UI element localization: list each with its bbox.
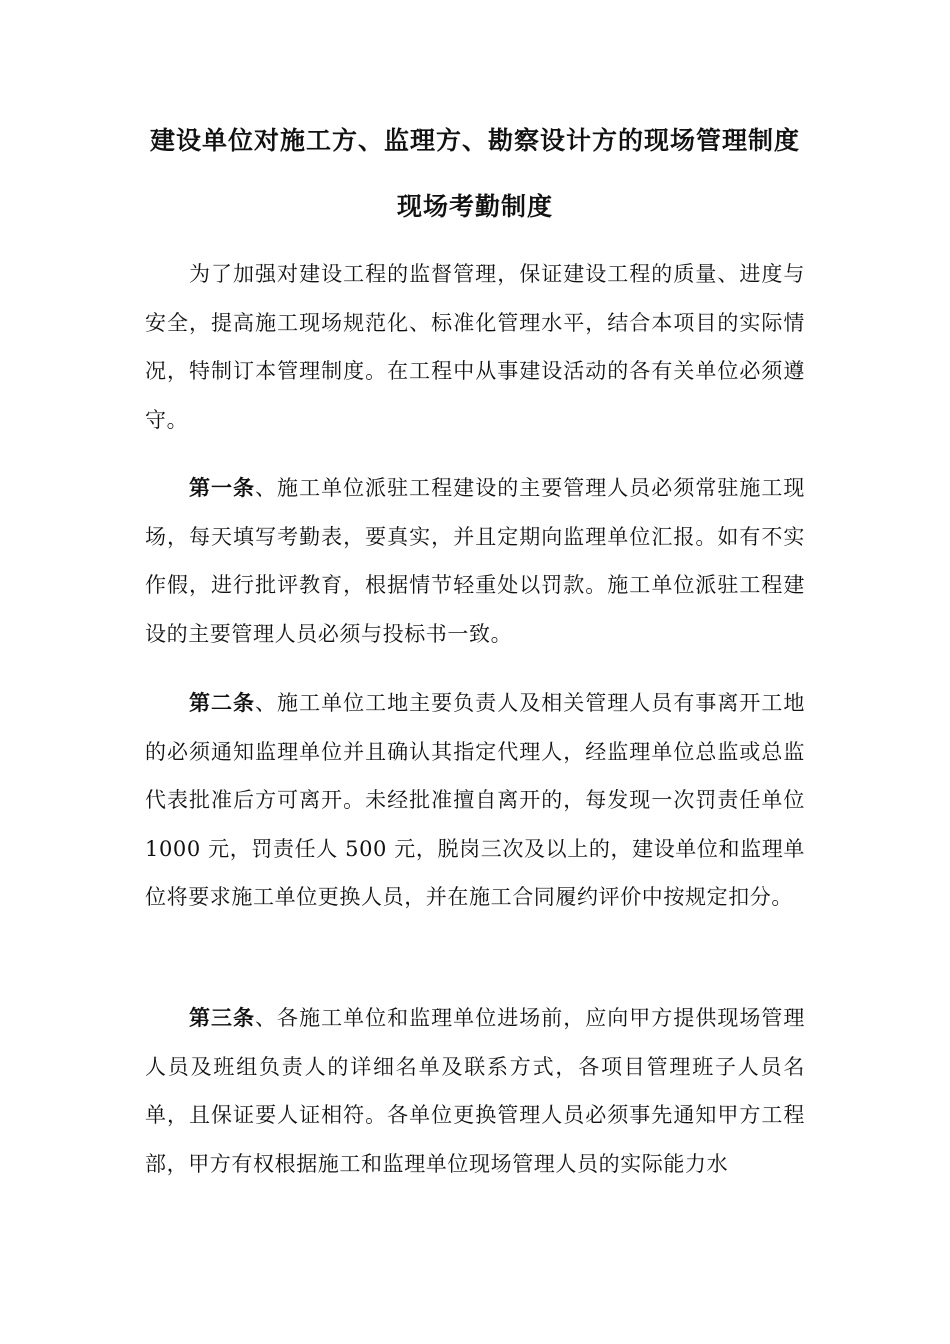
article-2-paragraph [145,679,805,922]
article-3-heading: 第三条 [189,1005,256,1030]
article-3-paragraph [145,994,805,1188]
article-1-heading: 第一条 [189,475,256,500]
document-title: 建设单位对施工方、监理方、勘察设计方的现场管理制度 [149,126,800,155]
article-3-text: 、各施工单位和监理单位进场前，应向甲方提供现场管理人员及班组负责人的详细名单及联系方式，各项目管理班子人员名单，且保证要人证相符。各单位更换管理人员必须事先通知甲方工程部，甲方有权根据施工和监理单位现场管理人员的实际能力水 [145,1006,805,1176]
article-2-heading: 第二条 [189,690,256,715]
article-1-paragraph [145,464,805,658]
intro-paragraph: 为了加强对建设工程的监督管理，保证建设工程的质量、进度与安全，提高施工现场规范化、标准化管理水平，结合本项目的实际情况，特制订本管理制度。在工程中从事建设活动的各有关单位必须遵守。 [145,262,805,432]
article-1-text: 、施工单位派驻工程建设的主要管理人员必须常驻施工现场，每天填写考勤表，要真实，并且定期向监理单位汇报。如有不实作假，进行批评教育，根据情节轻重处以罚款。施工单位派驻工程建设的主要管理人员必须与投标书一致。 [145,476,805,646]
document-subtitle: 现场考勤制度 [396,192,553,221]
article-2-text: 、施工单位工地主要负责人及相关管理人员有事离开工地的必须通知监理单位并且确认其指定代理人，经监理单位总监或总监代表批准后方可离开。未经批准擅自离开的，每发现一次罚责任单位 1000 元，罚责任人 500 元，脱岗三次及以上的，建设单位和监理单位将要求施工单位更换人员，并在施工合同履约评价中按规定扣分。 [145,691,805,909]
